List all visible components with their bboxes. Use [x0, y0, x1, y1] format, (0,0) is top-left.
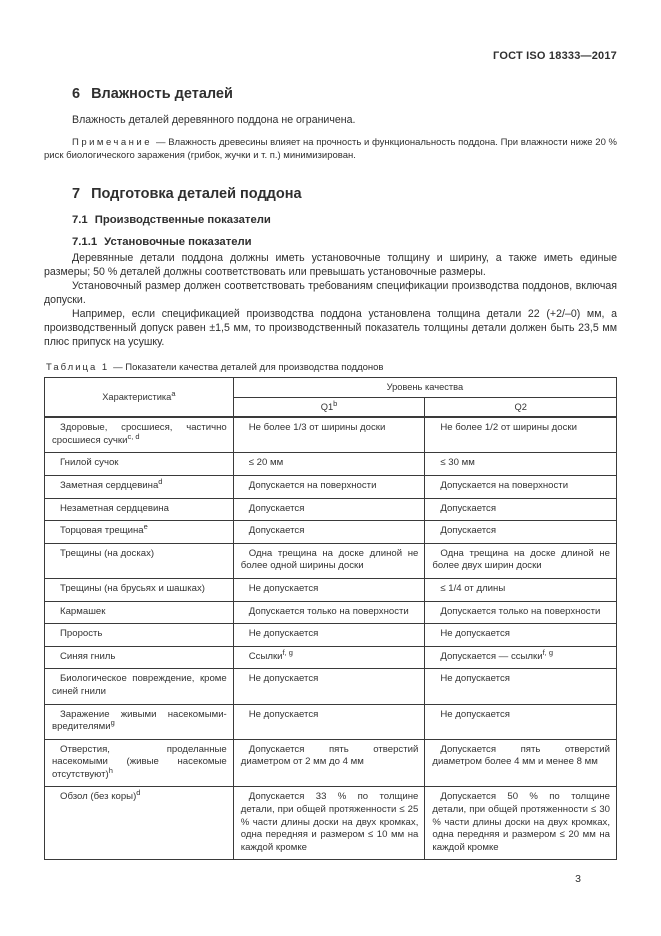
footnote-marker: h [108, 765, 113, 775]
cell-characteristic: Кармашек [45, 601, 234, 624]
table-row [45, 669, 617, 704]
table-row [45, 578, 617, 601]
cell-q1: Не допускается [233, 578, 425, 601]
cell-q2: Не допускается [425, 669, 617, 704]
table-row [45, 601, 617, 624]
cell-characteristic: Заражение живыми насекомыми-вредителями$^g$ [45, 704, 234, 739]
cell-q1: Допускается [233, 498, 425, 521]
table-row [45, 704, 617, 739]
cell-q1: Не допускается [233, 704, 425, 739]
section-6-number: 6 [72, 86, 81, 102]
cell-q1: Допускается на поверхности [233, 475, 425, 498]
note-label: Примечание [72, 137, 152, 148]
section-7-paragraph: Установочный размер должен соответствовать требованиям спецификации производства поддонов, включая допуски. [44, 280, 617, 306]
table-row [45, 739, 617, 787]
section-7-1-heading [72, 214, 617, 226]
cell-q1: Не более 1/3 от ширины доски [233, 417, 425, 453]
cell-q2: Допускается 50 % по толщине детали, при общей протяженности ≤ 30 % части длины доски на двух кромках, одна передняя и размером ≤ 20 мм на каждой кромке [425, 787, 617, 860]
cell-q1: Ссылки$^{f, g}$ [233, 646, 425, 669]
section-7-1-title: Производственные показатели [94, 214, 271, 226]
table-caption [46, 362, 617, 373]
section-6-note [44, 136, 617, 162]
cell-q2: Допускается пять отверстий диаметром более 4 мм и менее 8 мм [425, 739, 617, 787]
section-7-paragraph: Например, если спецификацией производства поддона установлена толщина детали 22 (+2/–0) мм, а производственный допуск равен ±1,5 мм, то производственный показатель толщины детали должен быть 23,5 мм плюс припуск на усушку. [44, 308, 617, 348]
table-row [45, 543, 617, 578]
table-row [45, 521, 617, 544]
header-quality-level: Уровень качества [233, 378, 616, 398]
cell-q2: Допускается [425, 521, 617, 544]
table-row [45, 624, 617, 647]
cell-q2: Одна трещина на доске длиной не более двух ширин доски [425, 543, 617, 578]
cell-characteristic: Биологическое повреждение, кроме синей гнили [45, 669, 234, 704]
footnote-marker: b [333, 398, 338, 408]
cell-q2: ≤ 30 мм [425, 453, 617, 476]
footnote-marker: d [158, 476, 163, 486]
cell-q2: Допускается — ссылки$^{f, g}$ [425, 646, 617, 669]
note-text: — Влажность древесины влияет на прочность и функциональность поддона. При влажности ниже 20 % риск биологического заражения (грибок, жучки и т. п.) минимизирован. [44, 137, 617, 161]
section-6-paragraph: Влажность деталей деревянного поддона не ограничена. [72, 114, 356, 126]
section-7-1-number: 7.1 [72, 214, 88, 226]
section-7-1-1-number: 7.1.1 [72, 236, 98, 248]
section-7-1-1-title: Установочные показатели [104, 236, 252, 248]
cell-q1: Допускается [233, 521, 425, 544]
section-6-title: Влажность деталей [91, 86, 233, 102]
table-row [45, 453, 617, 476]
cell-characteristic: Заметная сердцевина$^d$ [45, 475, 234, 498]
cell-characteristic: Торцовая трещина$^e$ [45, 521, 234, 544]
cell-q2: Не допускается [425, 624, 617, 647]
cell-characteristic: Синяя гниль [45, 646, 234, 669]
cell-q2: Допускается только на поверхности [425, 601, 617, 624]
cell-characteristic: Отверстия, проделанные насекомыми (живые насекомые отсутствуют)$^h$ [45, 739, 234, 787]
cell-q2: Допускается [425, 498, 617, 521]
table-row [45, 646, 617, 669]
section-7-heading [72, 186, 617, 202]
cell-q2: Не более 1/2 от ширины доски [425, 417, 617, 453]
footnote-marker: c, d [127, 431, 140, 441]
footnote-marker: d [136, 788, 141, 798]
section-7-paragraph: Деревянные детали поддона должны иметь установочные толщину и ширину, а также иметь единые размеры; 50 % деталей должны соответствовать или превышать установочные размеры. [44, 252, 617, 278]
footnote-marker: e [143, 521, 148, 531]
section-7-title: Подготовка деталей поддона [91, 186, 302, 202]
header-q2: Q2 [425, 397, 617, 417]
section-7-1-1-heading [72, 236, 617, 248]
cell-characteristic: Здоровые, сросшиеся, частично сросшиеся сучки$^{c, d}$ [45, 417, 234, 453]
cell-characteristic: Гнилой сучок [45, 453, 234, 476]
section-7-number: 7 [72, 186, 81, 202]
cell-characteristic: Незаметная сердцевина [45, 498, 234, 521]
cell-characteristic: Трещины (на брусьях и шашках) [45, 578, 234, 601]
cell-characteristic: Трещины (на досках) [45, 543, 234, 578]
doc-code: ГОСТ ISO 18333—2017 [493, 50, 617, 62]
cell-q2: ≤ 1/4 от длины [425, 578, 617, 601]
table-header-row-1 [45, 378, 617, 398]
cell-q1: Одна трещина на доске длиной не более одной ширины доски [233, 543, 425, 578]
cell-q1: Допускается 33 % по толщине детали, при общей протяженности ≤ 25 % части длины доски на двух кромках, одна передняя и размером ≤ 10 мм на каждой кромке [233, 787, 425, 860]
footnote-marker: f, g [542, 647, 554, 657]
footnote-marker: a [171, 388, 176, 398]
footnote-marker: g [110, 717, 115, 727]
cell-q1: ≤ 20 мм [233, 453, 425, 476]
header-q1: Q1$^b$ [233, 397, 425, 417]
cell-q1: Допускается пять отверстий диаметром от 2 мм до 4 мм [233, 739, 425, 787]
table-row [45, 498, 617, 521]
cell-q1: Допускается только на поверхности [233, 601, 425, 624]
cell-q2: Не допускается [425, 704, 617, 739]
table-row [45, 417, 617, 453]
table-row [45, 475, 617, 498]
footnote-marker: f, g [282, 647, 293, 657]
table-caption-label: Таблица 1 [46, 362, 110, 373]
page-number: 3 [575, 873, 581, 886]
cell-characteristic: Прорость [45, 624, 234, 647]
cell-q2: Допускается на поверхности [425, 475, 617, 498]
quality-table [44, 377, 617, 860]
header-characteristic: Характеристика$^a$ [45, 378, 234, 418]
section-6-heading [72, 86, 617, 102]
cell-characteristic: Обзол (без коры)$^d$ [45, 787, 234, 860]
table-row [45, 787, 617, 860]
cell-q1: Не допускается [233, 624, 425, 647]
cell-q1: Не допускается [233, 669, 425, 704]
table-caption-text: — Показатели качества деталей для производства поддонов [113, 362, 384, 373]
